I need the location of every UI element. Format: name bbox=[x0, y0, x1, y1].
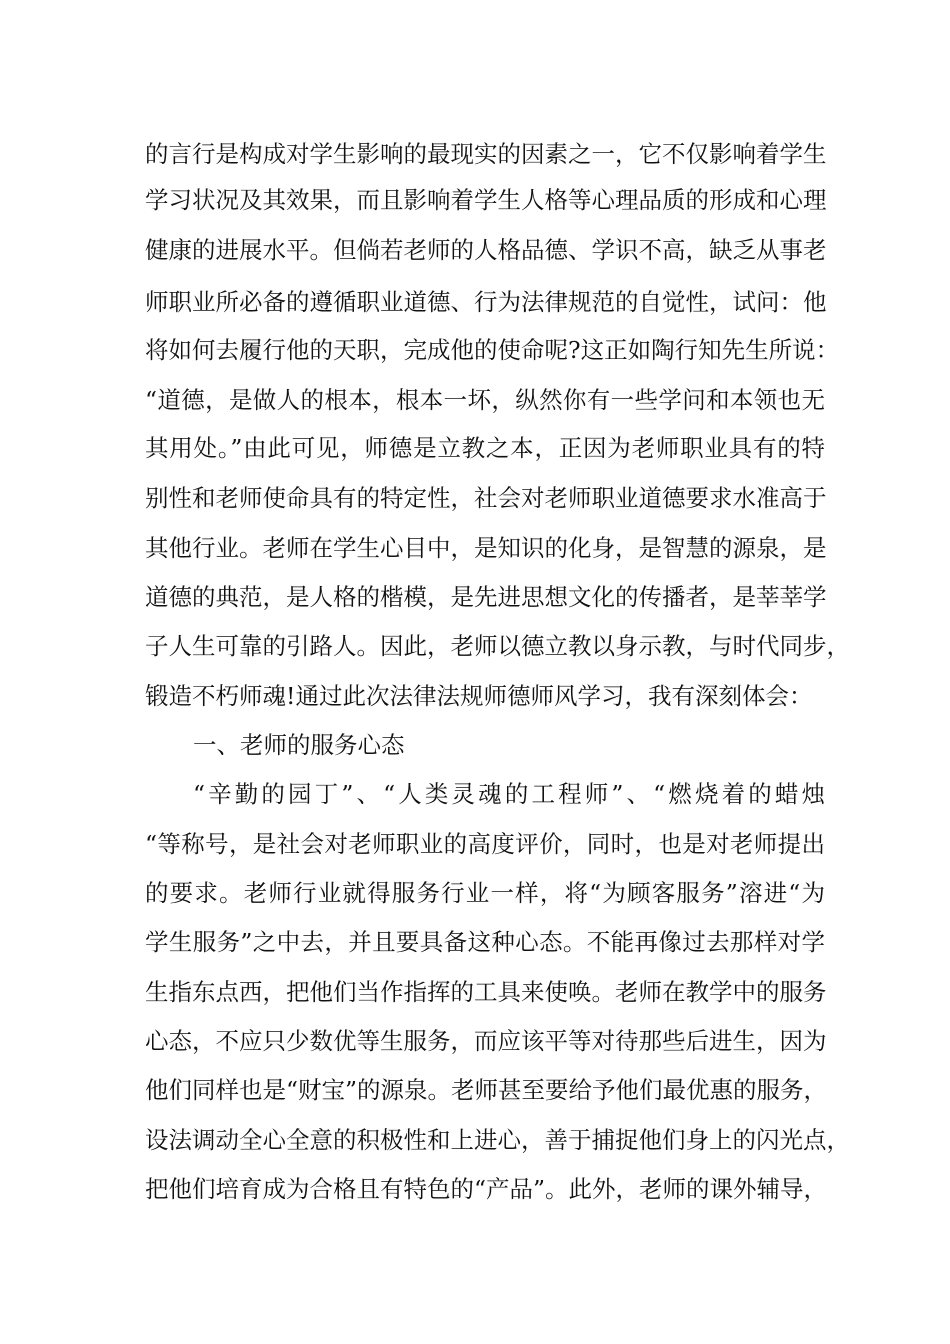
body-text-line: 学习状况及其效果，而且影响着学生人格等心理品质的形成和心理 bbox=[145, 186, 827, 214]
body-text-line: 的要求。老师行业就得服务行业一样，将“为顾客服务”溶进“为 bbox=[145, 879, 825, 907]
body-text-line: 心态，不应只少数优等生服务，而应该平等对待那些后进生，因为 bbox=[145, 1027, 827, 1055]
body-text-line: 设法调动全心全意的积极性和上进心，善于捕捉他们身上的闪光点， bbox=[145, 1126, 850, 1154]
body-text-line: 其他行业。老师在学生心目中，是知识的化身，是智慧的源泉，是 bbox=[145, 534, 827, 562]
body-text-line: 其用处。”由此可见，师德是立教之本，正因为老师职业具有的特 bbox=[145, 434, 825, 462]
body-text-line: “辛勤的园丁”、“人类灵魂的工程师”、“燃烧着的蜡烛 bbox=[193, 780, 825, 808]
body-text-line: “道德，是做人的根本，根本一坏，纵然你有一些学问和本领也无 bbox=[145, 386, 825, 414]
body-text-line: “等称号，是社会对老师职业的高度评价，同时，也是对老师提出 bbox=[145, 830, 825, 858]
body-text-line: 道德的典范，是人格的楷模，是先进思想文化的传播者，是莘莘学 bbox=[145, 583, 827, 611]
body-text-line: 别性和老师使命具有的特定性，社会对老师职业道德要求水准高于 bbox=[145, 484, 827, 512]
body-text-line: 生指东点西，把他们当作指挥的工具来使唤。老师在教学中的服务 bbox=[145, 978, 827, 1006]
body-text-line: 子人生可靠的引路人。因此，老师以德立教以身示教，与时代同步， bbox=[145, 632, 850, 660]
body-text-line: 将如何去履行他的天职，完成他的使命呢?这正如陶行知先生所说： bbox=[145, 336, 840, 364]
section-heading: 一、老师的服务心态 bbox=[193, 731, 405, 759]
body-text-line: 把他们培育成为合格且有特色的“产品”。此外，老师的课外辅导， bbox=[145, 1175, 828, 1203]
body-text-line: 学生服务”之中去，并且要具备这种心态。不能再像过去那样对学 bbox=[145, 928, 825, 956]
body-text-line: 健康的进展水平。但倘若老师的人格品德、学识不高，缺乏从事老 bbox=[145, 236, 827, 264]
body-text-line: 师职业所必备的遵循职业道德、行为法律规范的自觉性，试问：他 bbox=[145, 288, 827, 316]
body-text-line: 他们同样也是“财宝”的源泉。老师甚至要给予他们最优惠的服务， bbox=[145, 1076, 828, 1104]
body-text-line: 锻造不朽师魂!通过此次法律法规师德师风学习，我有深刻体会： bbox=[145, 682, 813, 710]
body-text-line: 的言行是构成对学生影响的最现实的因素之一，它不仅影响着学生 bbox=[145, 140, 827, 168]
